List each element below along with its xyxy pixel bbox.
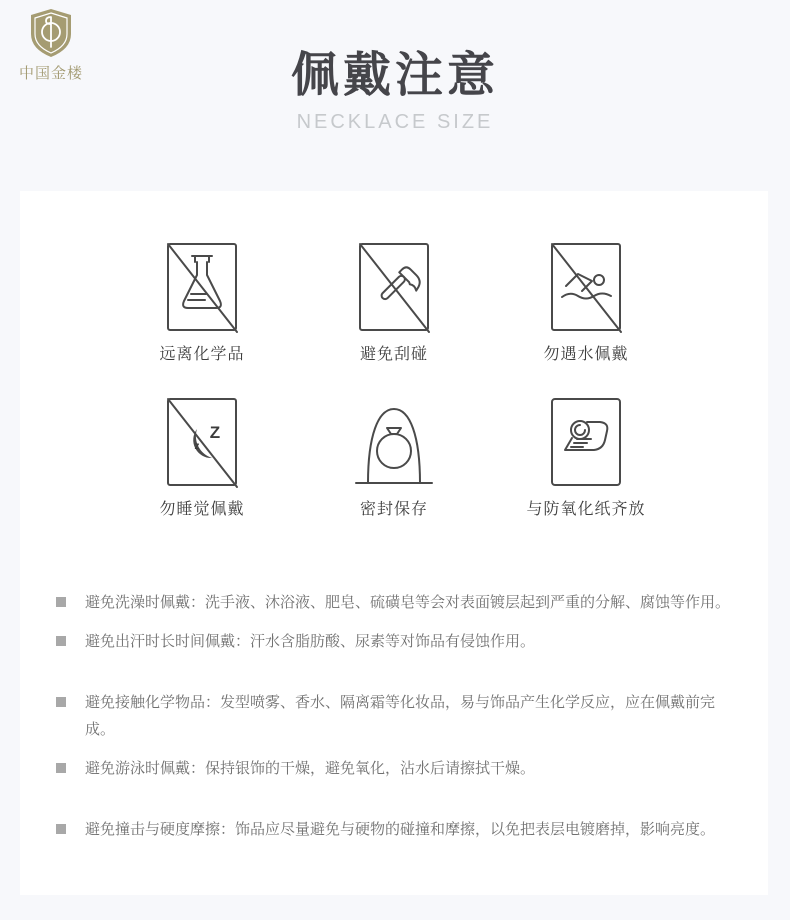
no-chemicals-icon — [167, 243, 237, 331]
care-notes-list — [20, 589, 768, 843]
no-scratch-icon — [359, 243, 429, 331]
note-item-impact — [56, 816, 744, 843]
care-item-no-water — [490, 243, 682, 364]
note-item-bathing — [56, 589, 744, 616]
note-text: 避免洗澡时佩戴：洗手液、沐浴液、肥皂、硫磺皂等会对表面镀层起到严重的分解、腐蚀等作用。 — [85, 594, 731, 611]
sealed-storage-ring-icon — [354, 398, 434, 486]
brand-name: 中国金楼 — [18, 65, 83, 82]
anti-oxidation-paper-icon — [551, 398, 621, 486]
care-item-no-sleep — [106, 398, 298, 519]
bullet-square-icon — [56, 824, 66, 834]
page-subtitle: NECKLACE SIZE — [296, 110, 494, 133]
svg-text:z: z — [194, 441, 200, 452]
svg-text:Z: Z — [209, 423, 221, 442]
icon-label: 勿遇水佩戴 — [543, 346, 629, 363]
note-text: 避免出汗时长时间佩戴：汗水含脂肪酸、尿素等对饰品有侵蚀作用。 — [85, 633, 536, 650]
bullet-square-icon — [56, 697, 66, 707]
care-item-anti-oxidation-paper — [490, 398, 682, 519]
bullet-square-icon — [56, 636, 66, 646]
note-item-sweat — [56, 628, 744, 655]
icon-row-1 — [20, 243, 768, 364]
icon-label: 密封保存 — [359, 501, 428, 518]
icon-label: 与防氧化纸齐放 — [526, 501, 646, 518]
note-text: 避免撞击与硬度摩擦：饰品应尽量避免与硬物的碰撞和摩擦，以免把表层电镀磨掉，影响亮度。 — [85, 821, 716, 838]
note-item-chemicals — [56, 689, 744, 743]
note-text: 避免游泳时佩戴：保持银饰的干燥，避免氧化，沾水后请擦拭干燥。 — [85, 760, 536, 777]
no-water-swimmer-icon — [551, 243, 621, 331]
page-title: 佩戴注意 — [290, 49, 499, 102]
care-item-no-chemicals — [106, 243, 298, 364]
icon-label: 避免刮碰 — [359, 346, 428, 363]
note-item-swimming — [56, 755, 744, 782]
note-text: 避免接触化学物品：发型喷雾、香水、隔离霜等化妆品，易与饰品产生化学反应，应在佩戴前完成。 — [85, 694, 716, 738]
care-card — [20, 191, 768, 895]
bullet-square-icon — [56, 763, 66, 773]
bullet-square-icon — [56, 597, 66, 607]
care-icon-grid — [20, 191, 768, 519]
icon-row-2 — [20, 398, 768, 519]
care-item-no-scratch — [298, 243, 490, 364]
no-sleep-moon-icon — [167, 398, 237, 486]
care-item-sealed-storage — [298, 398, 490, 519]
icon-label: 远离化学品 — [159, 346, 245, 363]
headline — [0, 50, 790, 134]
icon-label: 勿睡觉佩戴 — [159, 501, 245, 518]
